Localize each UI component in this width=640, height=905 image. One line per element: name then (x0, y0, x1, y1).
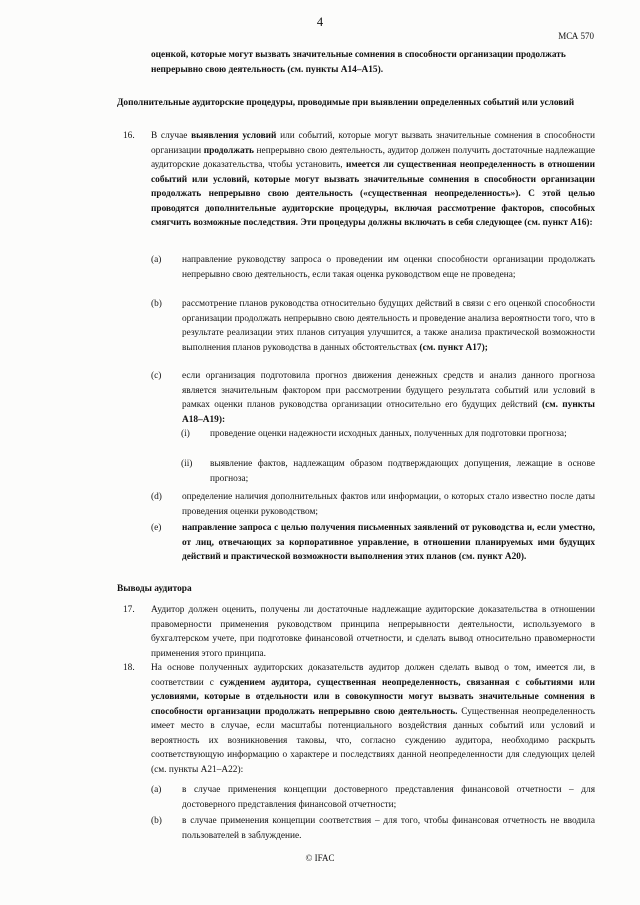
paragraph-18 (151, 661, 595, 777)
page-number: 4 (316, 15, 324, 29)
p16-text-b: выявления условий (191, 131, 277, 141)
p16-text-f: имеется ли существенная неопределенность в отношении событий или условий, которые могут вызвать значительные сомнения в способности организации продолжать непрерывно свою деятельность («существенная неопределенность»). С этой целью проводятся дополнительные аудиторские процедуры, включая рассмотрение факторов, способных смягчить возможные последствия. Эти процедуры должны включать в себя следующее (см. пункт A16): (151, 160, 596, 228)
subitem-label-ii: (ii) (181, 459, 193, 469)
copyright-footer: © IFAC (305, 853, 335, 863)
subitem-i: проведение оценки надежности исходных данных, полученных для подготовки прогноза; (210, 429, 567, 439)
paragraph-number-18: 18. (123, 663, 135, 673)
item-16b-text: рассмотрение планов руководства относительно будущих действий в связи с его оценкой способности организации продолжать непрерывно свою деятельность и проведение анализа вероятности того, что в результате реализации этих планов ситуация улучшится, а также анализа практической возможности выполнения планов руководства в данных обстоятельствах (182, 299, 595, 353)
p16-text-d: продолжать (203, 145, 254, 156)
item-16b-ref: (см. пункт A17); (419, 342, 488, 353)
subitem-label-i: (i) (181, 429, 190, 439)
paragraph-number-16: 16. (123, 131, 135, 141)
section-heading-conclusions: Выводы аудитора (117, 584, 192, 594)
item-16c-ref: (см. пункты A18–A19): (182, 400, 595, 425)
item-label-16a: (a) (151, 255, 162, 265)
item-16c-text: если организация подготовила прогноз движения денежных средств и анализ данного прогноза является значительным фактором при рассмотрении будущего результата событий или условий в рамках оценки планов руководства организации относительно его будущих действий (182, 371, 595, 410)
item-16d: определение наличия дополнительных фактов или информации, о которых стало известно после даты проведения оценки руководством; (182, 492, 595, 517)
item-label-16d: (d) (151, 492, 162, 502)
intro-paragraph: оценкой, которые могут вызвать значительные сомнения в способности организации продолжать непрерывно свою деятельность (см. пункты A14–A15). (151, 50, 566, 75)
item-label-18b: (b) (151, 816, 162, 826)
p18-text-b: суждением аудитора, существенная неопределенность, связанная с событиями или условиями, которые в отдельности или в совокупности могут вызвать значительные сомнения в способности организации продолжать непрерывно свою деятельность. (151, 677, 595, 717)
subitem-ii: выявление фактов, надлежащим образом подтверждающих допущения, лежащие в основе прогноза; (210, 459, 595, 484)
p16-text-c: или событий, которые могут вызвать значительные сомнения в способности организации (151, 131, 595, 156)
item-18a: в случае применения концепции достоверного представления финансовой отчетности – для достоверного представления финансовой отчетности; (182, 785, 595, 810)
item-16e: направление запроса с целью получения письменных заявлений от руководства и, если уместно, от лиц, отвечающих за корпоративное управление, в отношении планируемых ими будущих действий и практической возможности выполнения этих планов (см. пункт A20). (182, 523, 595, 562)
item-16a: направление руководству запроса о проведении им оценки способности организации продолжать непрерывно свою деятельность, если такая оценка руководством еще не проведена; (182, 255, 595, 280)
item-label-16c: (c) (151, 371, 162, 381)
p18-text-c: Существенная неопределенность имеет место в случае, если масштабы потенциального воздействия данных событий или условий и вероятность их возникновения таковы, что, согласно суждению аудитора, необходимо раскрыть соответствующую информацию о характере и последствиях данной неопределенности для следующих целей (см. пункты A21–A22): (151, 706, 595, 775)
item-16b (182, 297, 595, 355)
p18-text-a: На основе полученных аудиторских доказательств аудитор должен сделать вывод о том, имеется ли, в соответствии с (151, 663, 595, 688)
paragraph-16 (151, 129, 595, 231)
item-label-16e: (e) (151, 523, 162, 533)
item-label-16b: (b) (151, 299, 162, 309)
paragraph-17: Аудитор должен оценить, получены ли достаточные надлежащие аудиторские доказательства в отношении правомерности применения руководством принципа непрерывности деятельности, используемого в бухгалтерском учете, при подготовке финансовой отчетности, и сделать вывод относительно правомерности применения этого принципа. (151, 605, 595, 659)
p16-text-e: непрерывно свою деятельность, аудитор должен получить достаточные надлежащие аудиторские доказательства, чтобы установить, (151, 145, 595, 170)
item-18b: в случае применения концепции соответствия – для того, чтобы финансовая отчетность не вводила пользователей в заблуждение. (182, 816, 595, 841)
p16-text-a: В случае (151, 131, 192, 141)
standard-id: МСА 570 (558, 31, 594, 41)
item-16c (182, 369, 595, 427)
item-label-18a: (a) (151, 785, 162, 795)
section-heading-additional-procedures: Дополнительные аудиторские процедуры, проводимые при выявлении определенных событий или условий (117, 98, 575, 108)
paragraph-number-17: 17. (123, 605, 135, 615)
